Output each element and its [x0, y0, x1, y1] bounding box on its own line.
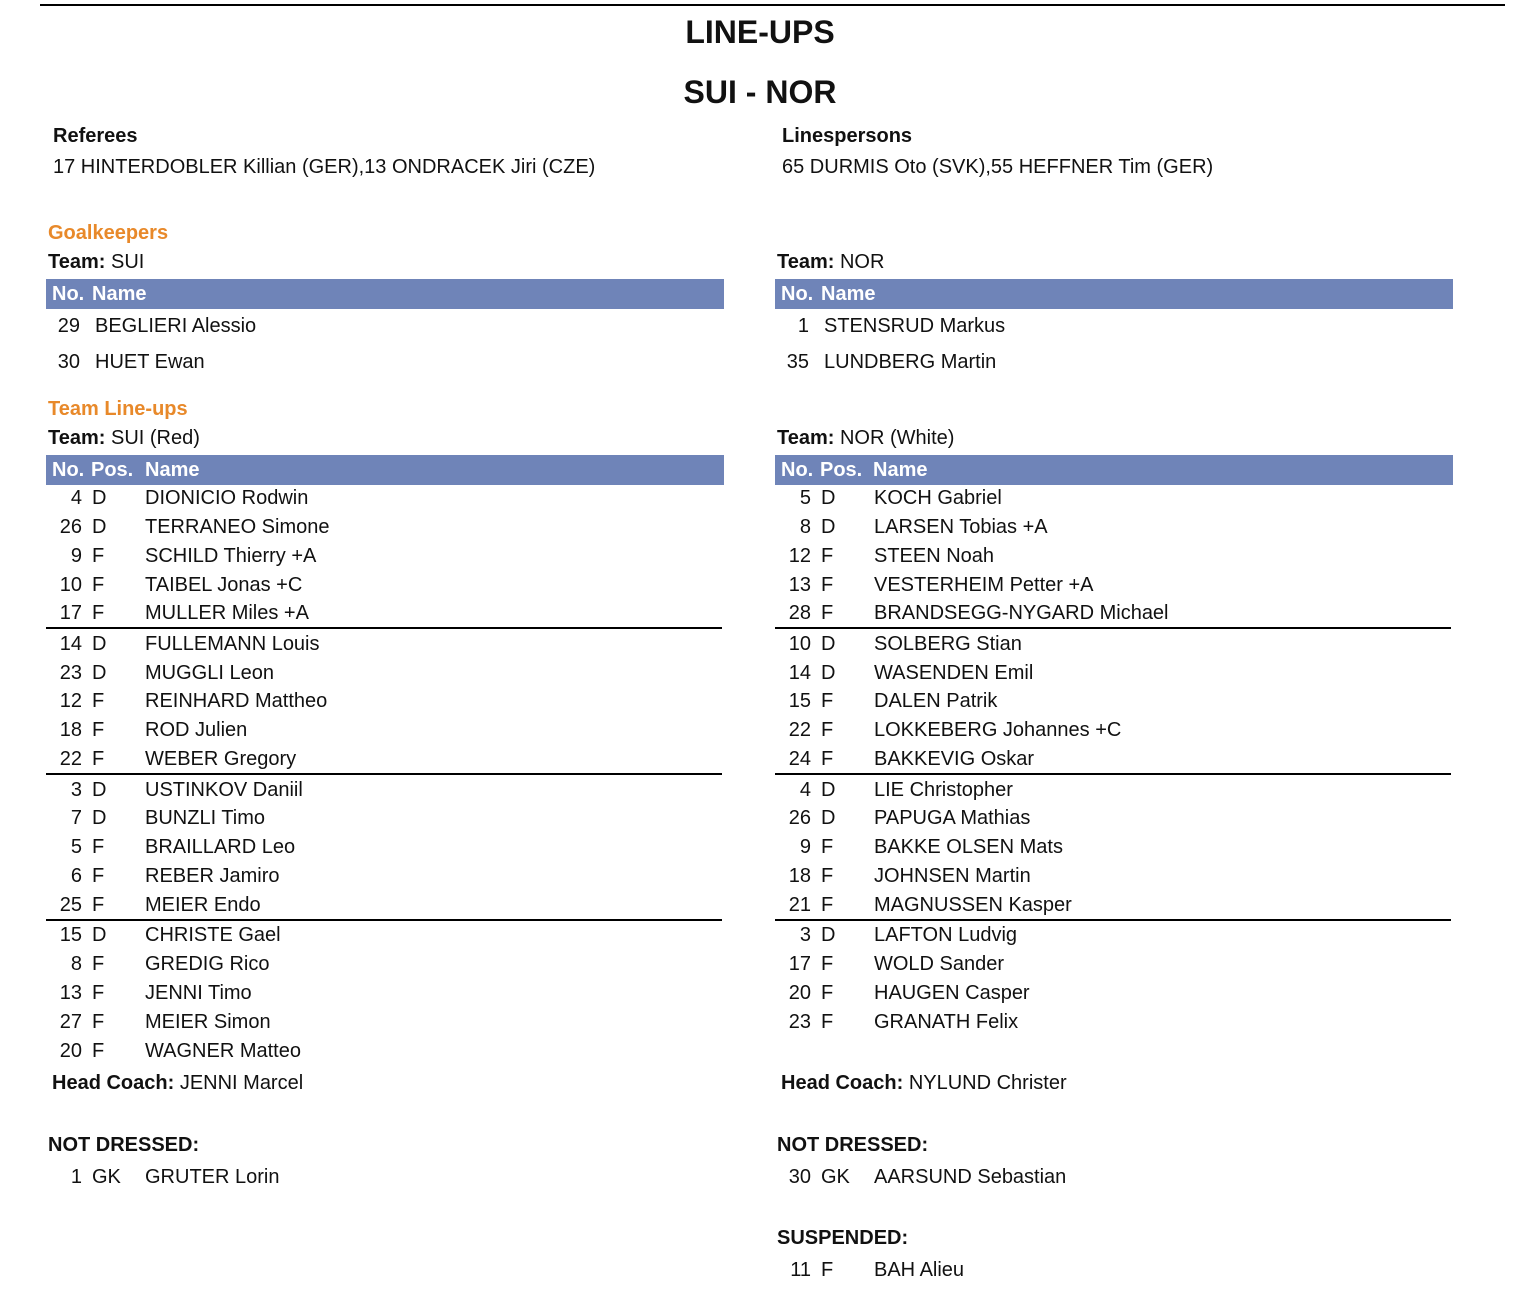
player-row	[775, 862, 1453, 890]
player-position: D	[821, 633, 836, 655]
player-number: 9	[799, 836, 811, 858]
player-number: 23	[59, 662, 82, 684]
player-name: TERRANEO Simone	[145, 516, 330, 538]
gk-right-header	[775, 279, 1453, 309]
team-label: Team:	[777, 251, 835, 273]
player-number: 12	[788, 545, 811, 567]
player-number: 14	[59, 633, 82, 655]
player-name: MAGNUSSEN Kasper	[874, 894, 1072, 916]
linespersons-value: 65 DURMIS Oto (SVK),55 HEFFNER Tim (GER)	[782, 156, 1214, 178]
player-number: 7	[70, 807, 82, 829]
player-number: 10	[59, 574, 82, 596]
player-number: 14	[788, 662, 811, 684]
header-name: Name	[145, 459, 200, 481]
line-divider	[775, 773, 1451, 775]
player-number: 24	[788, 748, 811, 770]
suspended-label: SUSPENDED:	[777, 1227, 909, 1249]
player-position: D	[92, 807, 107, 829]
player-name: CHRISTE Gael	[145, 924, 281, 946]
head-coach-right	[781, 1072, 1067, 1095]
goalkeeper-row	[46, 348, 724, 376]
player-row	[46, 921, 724, 949]
player-row	[775, 687, 1453, 715]
player-row	[46, 1163, 724, 1191]
player-position: F	[92, 545, 105, 567]
player-position: F	[92, 574, 105, 596]
player-position: F	[92, 602, 105, 624]
goalkeepers-section-title: Goalkeepers	[48, 222, 169, 244]
player-number: 22	[59, 748, 82, 770]
gk-right-team	[777, 251, 884, 274]
player-row	[46, 776, 724, 804]
player-number: 13	[59, 982, 82, 1004]
goalkeeper-row	[775, 312, 1453, 340]
referees-value: 17 HINTERDOBLER Killian (GER),13 ONDRACEK Jiri (CZE)	[53, 156, 596, 178]
player-name: BEGLIERI Alessio	[95, 315, 257, 337]
player-row	[775, 1163, 1453, 1191]
matchup-title: SUI - NOR	[683, 74, 837, 110]
player-name: DALEN Patrik	[874, 690, 998, 712]
player-position: F	[92, 719, 105, 741]
player-row	[46, 1008, 724, 1036]
player-position: F	[92, 894, 105, 916]
player-row	[46, 659, 724, 687]
player-name: BAKKE OLSEN Mats	[874, 836, 1063, 858]
player-row	[775, 484, 1453, 512]
player-row	[775, 921, 1453, 949]
player-row	[775, 1256, 1453, 1284]
player-position: F	[821, 953, 834, 975]
player-name: BRANDSEGG-NYGARD Michael	[874, 602, 1169, 624]
player-name: LARSEN Tobias +A	[874, 516, 1048, 538]
header-no: No.	[52, 283, 85, 305]
player-row	[775, 571, 1453, 599]
player-number: 6	[70, 865, 82, 887]
player-position: F	[92, 1040, 105, 1062]
player-number: 9	[70, 545, 82, 567]
player-name: WAGNER Matteo	[145, 1040, 301, 1062]
player-name: VESTERHEIM Petter +A	[874, 574, 1094, 596]
player-number: 20	[59, 1040, 82, 1062]
player-row	[46, 513, 724, 541]
player-row	[46, 862, 724, 890]
player-name: BUNZLI Timo	[145, 807, 266, 829]
player-row	[46, 804, 724, 832]
player-name: REBER Jamiro	[145, 865, 280, 887]
team-name: SUI (Red)	[110, 427, 200, 449]
player-position: GK	[92, 1166, 121, 1188]
player-row	[775, 804, 1453, 832]
player-position: F	[821, 894, 834, 916]
header-no: No.	[781, 283, 814, 305]
team-name: NOR	[839, 251, 885, 273]
player-number: 11	[790, 1259, 811, 1281]
player-name: MULLER Miles +A	[145, 602, 309, 624]
player-row	[775, 542, 1453, 570]
player-name: FULLEMANN Louis	[145, 633, 320, 655]
player-row	[775, 1008, 1453, 1036]
player-row	[46, 599, 724, 627]
head-coach-label: Head Coach:	[781, 1072, 904, 1094]
player-number: 18	[788, 865, 811, 887]
player-name: MUGGLI Leon	[145, 662, 274, 684]
player-position: D	[821, 779, 836, 801]
player-number: 27	[59, 1011, 82, 1033]
player-number: 1	[797, 315, 809, 337]
player-position: F	[92, 865, 105, 887]
player-name: SCHILD Thierry +A	[145, 545, 317, 567]
player-name: MEIER Simon	[145, 1011, 271, 1033]
player-number: 25	[59, 894, 82, 916]
player-number: 18	[59, 719, 82, 741]
player-row	[775, 630, 1453, 658]
head-coach-name: JENNI Marcel	[179, 1072, 304, 1094]
player-number: 26	[788, 807, 811, 829]
player-row	[46, 571, 724, 599]
player-number: 12	[59, 690, 82, 712]
header-no: No.	[781, 459, 814, 481]
player-number: 20	[788, 982, 811, 1004]
player-position: F	[821, 836, 834, 858]
player-number: 4	[799, 779, 811, 801]
player-row	[775, 833, 1453, 861]
player-number: 10	[788, 633, 811, 655]
player-number: 4	[70, 487, 82, 509]
player-position: F	[92, 836, 105, 858]
player-number: 13	[788, 574, 811, 596]
player-number: 15	[788, 690, 811, 712]
player-name: JENNI Timo	[145, 982, 252, 1004]
head-coach-name: NYLUND Christer	[908, 1072, 1067, 1094]
player-name: AARSUND Sebastian	[874, 1166, 1067, 1188]
header-pos: Pos.	[820, 459, 863, 481]
player-name: STEEN Noah	[874, 545, 995, 567]
player-name: ROD Julien	[145, 719, 248, 741]
player-position: D	[821, 924, 836, 946]
header-name: Name	[873, 459, 928, 481]
player-number: 3	[70, 779, 82, 801]
player-name: WOLD Sander	[874, 953, 1005, 975]
player-row	[46, 891, 724, 919]
team-name: SUI	[110, 251, 145, 273]
player-position: D	[821, 662, 836, 684]
player-name: PAPUGA Mathias	[874, 807, 1031, 829]
head-coach-label: Head Coach:	[52, 1072, 175, 1094]
player-number: 8	[70, 953, 82, 975]
page-title: LINE-UPS	[685, 14, 835, 50]
player-name: BAKKEVIG Oskar	[874, 748, 1035, 770]
player-row	[775, 979, 1453, 1007]
player-number: 8	[799, 516, 811, 538]
player-name: GRANATH Felix	[874, 1011, 1019, 1033]
lineup-right-team	[777, 427, 954, 450]
lineup-left-team	[48, 427, 200, 450]
header-pos: Pos.	[91, 459, 134, 481]
team-label: Team:	[48, 251, 106, 273]
player-name: HUET Ewan	[95, 351, 205, 373]
player-row	[46, 833, 724, 861]
lineups-section-title: Team Line-ups	[48, 398, 188, 420]
player-position: F	[821, 982, 834, 1004]
player-position: F	[821, 545, 834, 567]
player-number: 21	[788, 894, 811, 916]
player-position: F	[92, 690, 105, 712]
linespersons-label: Linespersons	[782, 125, 913, 147]
player-number: 5	[70, 836, 82, 858]
player-number: 23	[788, 1011, 811, 1033]
player-position: F	[821, 1259, 834, 1281]
not-dressed-right-label: NOT DRESSED:	[777, 1134, 929, 1156]
player-name: TAIBEL Jonas +C	[145, 574, 303, 596]
line-divider	[46, 627, 722, 629]
player-position: D	[92, 662, 107, 684]
player-name: BAH Alieu	[874, 1259, 965, 1281]
player-number: 5	[799, 487, 811, 509]
line-divider	[775, 627, 1451, 629]
player-name: GREDIG Rico	[145, 953, 270, 975]
player-row	[775, 745, 1453, 773]
player-position: F	[821, 602, 834, 624]
player-number: 17	[59, 602, 82, 624]
gk-left-team	[48, 251, 144, 274]
player-position: D	[821, 807, 836, 829]
player-position: D	[92, 516, 107, 538]
player-number: 30	[57, 351, 80, 373]
player-position: D	[821, 516, 836, 538]
player-name: LUNDBERG Martin	[824, 351, 997, 373]
player-position: F	[821, 748, 834, 770]
player-number: 15	[59, 924, 82, 946]
player-number: 3	[799, 924, 811, 946]
player-row	[775, 513, 1453, 541]
player-name: GRUTER Lorin	[145, 1166, 280, 1188]
player-position: F	[92, 1011, 105, 1033]
line-divider	[46, 773, 722, 775]
player-position: D	[92, 633, 107, 655]
player-position: D	[92, 487, 107, 509]
goalkeeper-row	[775, 348, 1453, 376]
player-row	[775, 891, 1453, 919]
player-row	[46, 950, 724, 978]
referees-label: Referees	[53, 125, 138, 147]
player-name: DIONICIO Rodwin	[145, 487, 309, 509]
player-name: MEIER Endo	[145, 894, 261, 916]
player-position: F	[821, 690, 834, 712]
gk-left-header	[46, 279, 724, 309]
goalkeeper-row	[46, 312, 724, 340]
player-row	[46, 1037, 724, 1065]
player-row	[46, 745, 724, 773]
player-number: 1	[70, 1166, 82, 1188]
head-coach-left	[52, 1072, 303, 1095]
player-row	[775, 950, 1453, 978]
player-name: USTINKOV Daniil	[145, 779, 303, 801]
player-position: GK	[821, 1166, 850, 1188]
player-number: 29	[57, 315, 80, 337]
player-number: 35	[786, 351, 809, 373]
header-name: Name	[821, 283, 876, 305]
lineup-left-header	[46, 455, 724, 485]
header-name: Name	[92, 283, 147, 305]
player-row	[775, 716, 1453, 744]
player-number: 22	[788, 719, 811, 741]
player-row	[775, 599, 1453, 627]
player-name: WEBER Gregory	[145, 748, 297, 770]
player-position: F	[821, 719, 834, 741]
player-name: STENSRUD Markus	[824, 315, 1006, 337]
player-name: LOKKEBERG Johannes +C	[874, 719, 1122, 741]
player-number: 28	[788, 602, 811, 624]
player-name: SOLBERG Stian	[874, 633, 1022, 655]
player-name: JOHNSEN Martin	[874, 865, 1031, 887]
player-position: F	[821, 865, 834, 887]
player-number: 17	[788, 953, 811, 975]
player-row	[46, 979, 724, 1007]
player-name: BRAILLARD Leo	[145, 836, 296, 858]
header-no: No.	[52, 459, 85, 481]
top-rule	[40, 4, 1505, 6]
player-name: LAFTON Ludvig	[874, 924, 1018, 946]
player-number: 30	[788, 1166, 811, 1188]
player-position: F	[92, 748, 105, 770]
player-name: WASENDEN Emil	[874, 662, 1034, 684]
player-row	[775, 659, 1453, 687]
not-dressed-left-label: NOT DRESSED:	[48, 1134, 200, 1156]
player-number: 26	[59, 516, 82, 538]
player-row	[46, 716, 724, 744]
player-name: KOCH Gabriel	[874, 487, 1002, 509]
player-position: D	[92, 924, 107, 946]
player-row	[46, 630, 724, 658]
team-name: NOR (White)	[839, 427, 955, 449]
player-name: REINHARD Mattheo	[145, 690, 328, 712]
player-position: D	[821, 487, 836, 509]
player-row	[775, 776, 1453, 804]
player-name: HAUGEN Casper	[874, 982, 1030, 1004]
player-position: F	[821, 574, 834, 596]
player-position: F	[92, 982, 105, 1004]
player-row	[46, 687, 724, 715]
team-label: Team:	[48, 427, 106, 449]
player-name: LIE Christopher	[874, 779, 1013, 801]
player-row	[46, 542, 724, 570]
player-position: D	[92, 779, 107, 801]
player-row	[46, 484, 724, 512]
lineup-right-header	[775, 455, 1453, 485]
team-label: Team:	[777, 427, 835, 449]
player-position: F	[92, 953, 105, 975]
player-position: F	[821, 1011, 834, 1033]
